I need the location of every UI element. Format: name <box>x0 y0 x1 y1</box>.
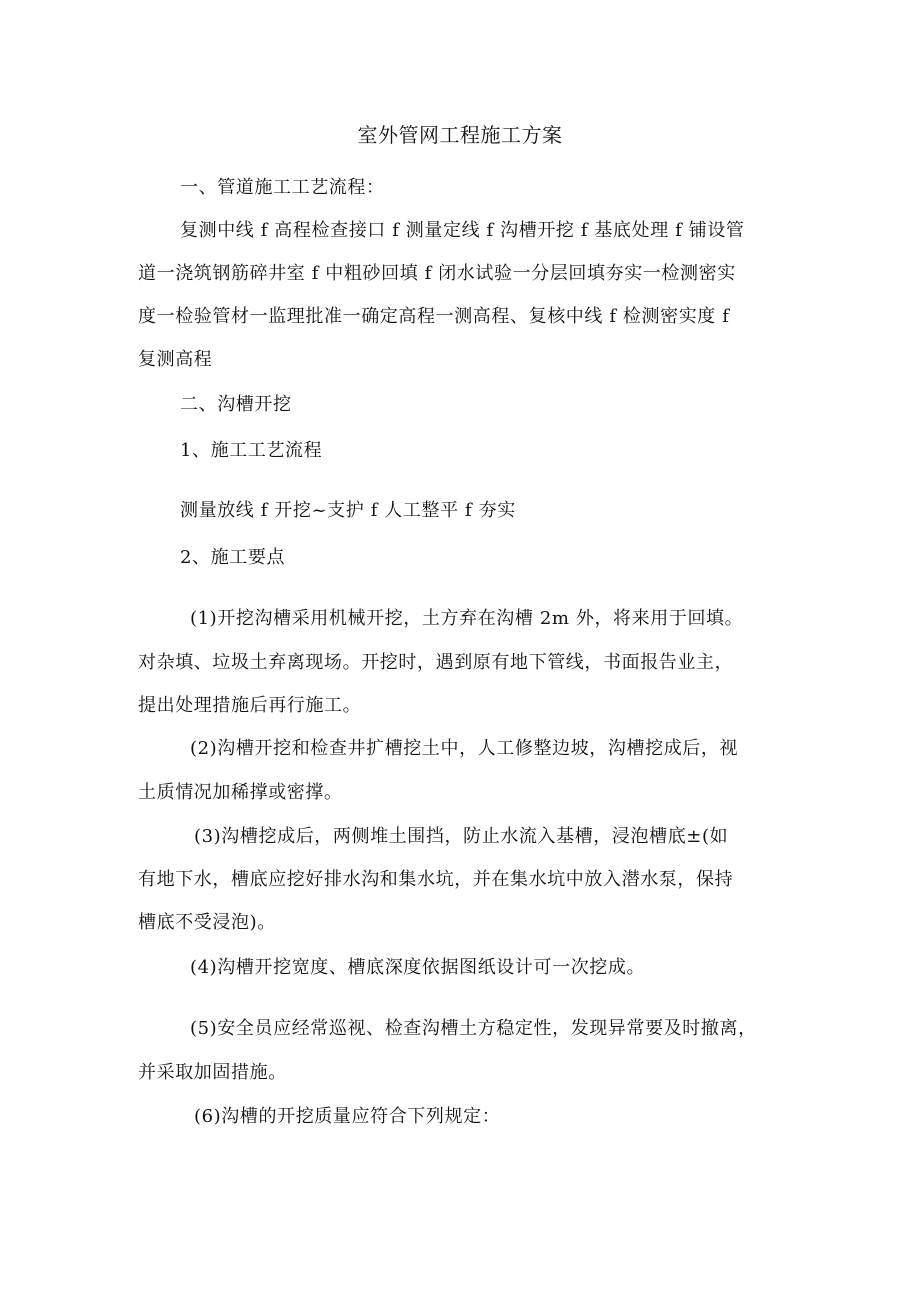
paragraph-line: 复测中线 f 高程检查接口 f 测量定线 f 沟槽开挖 f 基底处理 f 铺设管 <box>180 220 745 241</box>
paragraph-line: (1)开挖沟槽采用机械开挖，土方弃在沟槽 2m 外，将来用于回填。 <box>190 608 744 629</box>
subheading-key-points: 2、施工要点 <box>180 547 286 568</box>
paragraph-line: 对杂填、垃圾土弃离现场。开挖时，遇到原有地下管线，书面报告业主， <box>138 652 734 673</box>
paragraph-line: (3)沟槽挖成后，两侧堆土围挡，防止水流入基槽，浸泡槽底±(如 <box>194 826 729 847</box>
process-line: 测量放线 f 开挖~支护 f 人工整平 f 夯实 <box>180 500 516 521</box>
section-heading-trench-excavation: 二、沟槽开挖 <box>180 394 292 415</box>
paragraph-line: (4)沟槽开挖宽度、槽底深度依据图纸设计可一次挖成。 <box>190 957 646 978</box>
document-title: 室外管网工程施工方案 <box>357 123 563 147</box>
paragraph-line: (6)沟槽的开挖质量应符合下列规定： <box>194 1106 501 1127</box>
paragraph-line: 槽底不受浸泡)。 <box>138 912 276 933</box>
paragraph-line: 度一检验管材一监理批准一确定高程一测高程、复核中线 f 检测密实度 f <box>138 306 730 327</box>
paragraph-line: 道一浇筑钢筋碎井室 f 中粗砂回填 f 闭水试验一分层回填夯实一检测密实 <box>138 263 736 284</box>
subheading-process: 1、施工工艺流程 <box>180 440 323 461</box>
section-heading-pipeline-process: 一、管道施工工艺流程： <box>180 177 385 198</box>
paragraph-line: 并采取加固措施。 <box>138 1062 287 1083</box>
paragraph-line: 提出处理措施后再行施工。 <box>138 695 362 716</box>
paragraph-line: 复测高程 <box>138 349 213 370</box>
paragraph-line: 有地下水，槽底应挖好排水沟和集水坑，并在集水坑中放入潜水泵，保持 <box>138 869 734 890</box>
paragraph-line: (5)安全员应经常巡视、检查沟槽土方稳定性，发现异常要及时撤离， <box>190 1018 757 1039</box>
paragraph-line: 土质情况加稀撑或密撑。 <box>138 782 343 803</box>
paragraph-line: (2)沟槽开挖和检查井扩槽挖土中，人工修整边坡，沟槽挖成后，视 <box>190 738 739 759</box>
